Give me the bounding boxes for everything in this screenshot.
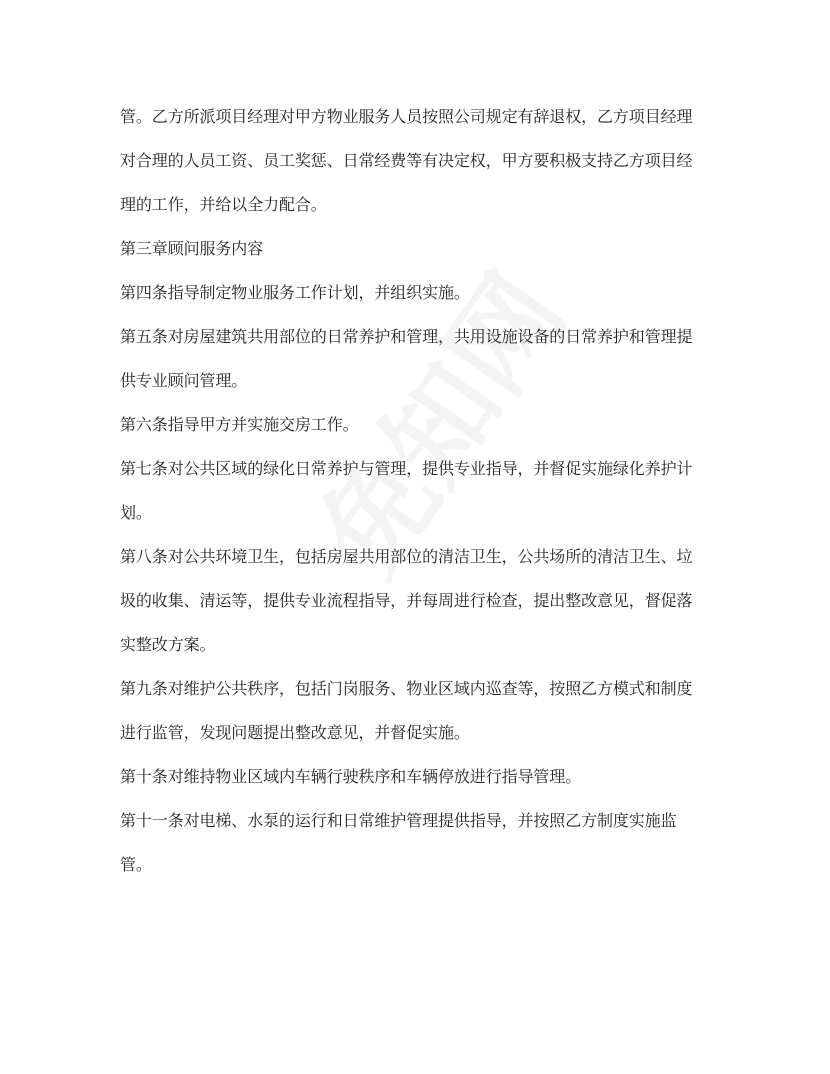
text-line: 对合理的人员工资、员工奖惩、日常经费等有决定权，甲方要积极支持乙方项目经: [120, 151, 693, 170]
text-line: 圾的收集、清运等，提供专业流程指导，并每周进行检查，提出整改意见，督促落: [120, 591, 693, 610]
text-line: 第十条对维持物业区域内车辆行驶秩序和车辆停放进行指导管理。: [120, 767, 582, 786]
text-line: 管。: [120, 855, 152, 874]
text-line: 第九条对维护公共秩序，包括门岗服务、物业区域内巡查等，按照乙方模式和制度: [120, 679, 693, 698]
text-line: 第六条指导甲方并实施交房工作。: [120, 415, 359, 434]
text-line: 第十一条对电梯、水泵的运行和日常维护管理提供指导，并按照乙方制度实施监: [120, 811, 677, 830]
text-line: 实整改方案。: [120, 635, 216, 654]
text-line: 进行监管，发现问题提出整改意见，并督促实施。: [120, 723, 470, 742]
text-line: 划。: [120, 503, 152, 522]
text-line: 第三章顾问服务内容: [120, 239, 264, 258]
text-line: 第八条对公共环境卫生，包括房屋共用部位的清洁卫生，公共场所的清洁卫生、垃: [120, 547, 693, 566]
text-line: 第五条对房屋建筑共用部位的日常养护和管理，共用设施设备的日常养护和管理提: [120, 327, 693, 346]
text-line: 理的工作，并给以全力配合。: [120, 195, 327, 214]
text-line: 第四条指导制定物业服务工作计划，并组织实施。: [120, 283, 470, 302]
text-line: 供专业顾问管理。: [120, 371, 248, 390]
text-line: 第七条对公共区域的绿化日常养护与管理，提供专业指导，并督促实施绿化养护计: [120, 459, 693, 478]
text-line: 管。乙方所派项目经理对甲方物业服务人员按照公司规定有辞退权，乙方项目经理: [120, 107, 693, 126]
